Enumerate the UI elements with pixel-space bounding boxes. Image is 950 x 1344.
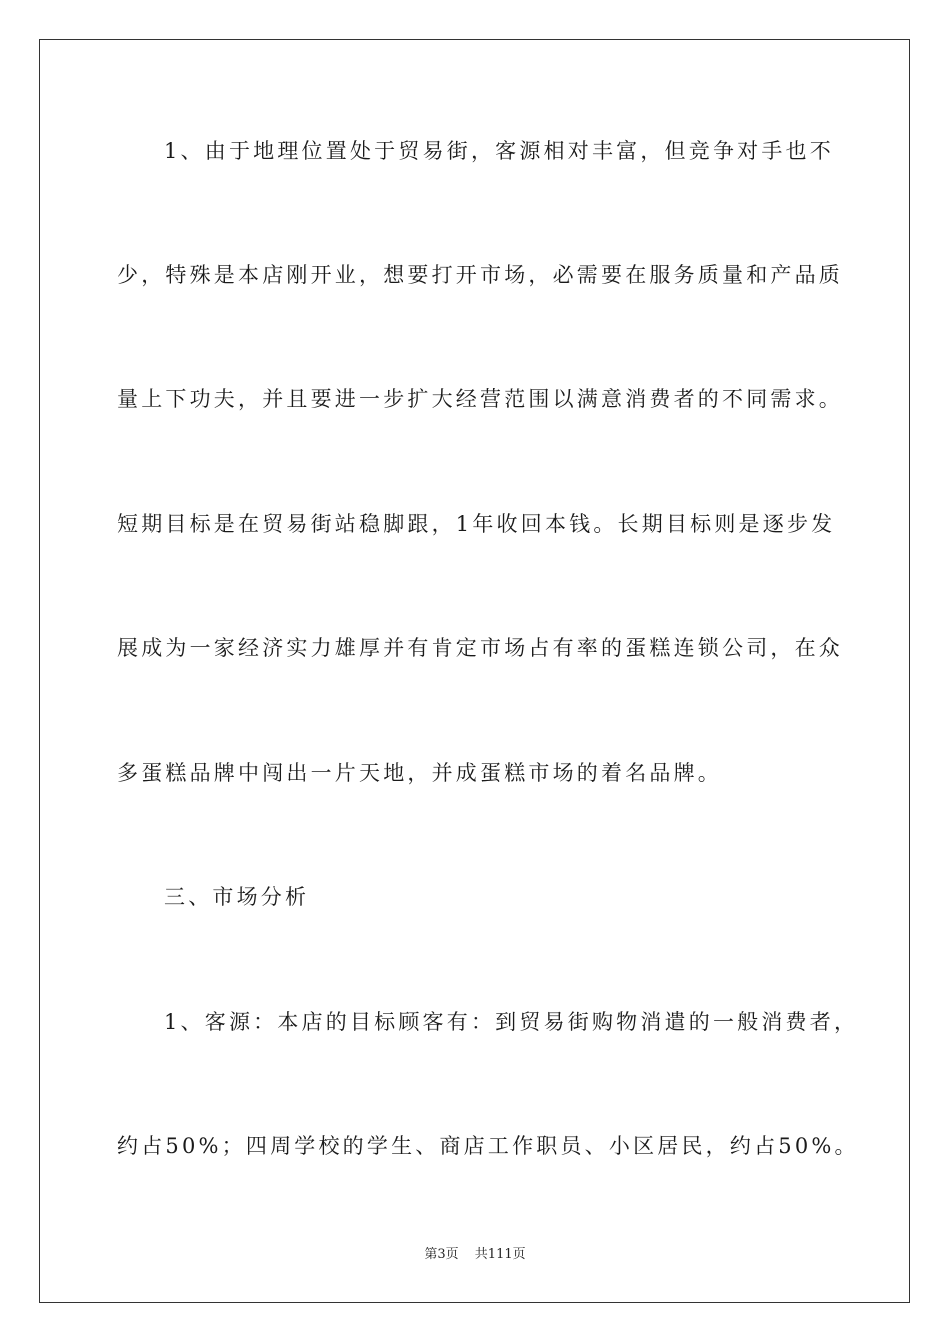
page-number: 第3页 xyxy=(424,1247,459,1262)
paragraph-line-2: 少，特殊是本店刚开业，想要打开市场，必需要在服务质量和产品质 xyxy=(117,263,843,287)
paragraph-line-3: 量上下功夫，并且要进一步扩大经营范围以满意消费者的不同需求。 xyxy=(117,387,843,411)
paragraph-line-1: 1、由于地理位置处于贸易街，客源相对丰富，但竞争对手也不 xyxy=(164,139,834,163)
paragraph-line-4: 短期目标是在贸易街站稳脚跟，1年收回本钱。长期目标则是逐步发 xyxy=(117,512,836,536)
paragraph-line-8: 约占50%；四周学校的学生、商店工作职员、小区居民，约占50%。 xyxy=(117,1134,859,1158)
page-border xyxy=(39,39,910,1303)
paragraph-line-5: 展成为一家经济实力雄厚并有肯定市场占有率的蛋糕连锁公司，在众 xyxy=(117,636,843,660)
section-heading: 三、市场分析 xyxy=(164,885,310,909)
page-footer xyxy=(0,1246,950,1264)
paragraph-line-6: 多蛋糕品牌中闯出一片天地，并成蛋糕市场的着名品牌。 xyxy=(117,761,722,785)
paragraph-line-7: 1、客源：本店的目标顾客有：到贸易街购物消遣的一般消费者， xyxy=(164,1010,859,1034)
page-total: 共111页 xyxy=(474,1247,526,1262)
